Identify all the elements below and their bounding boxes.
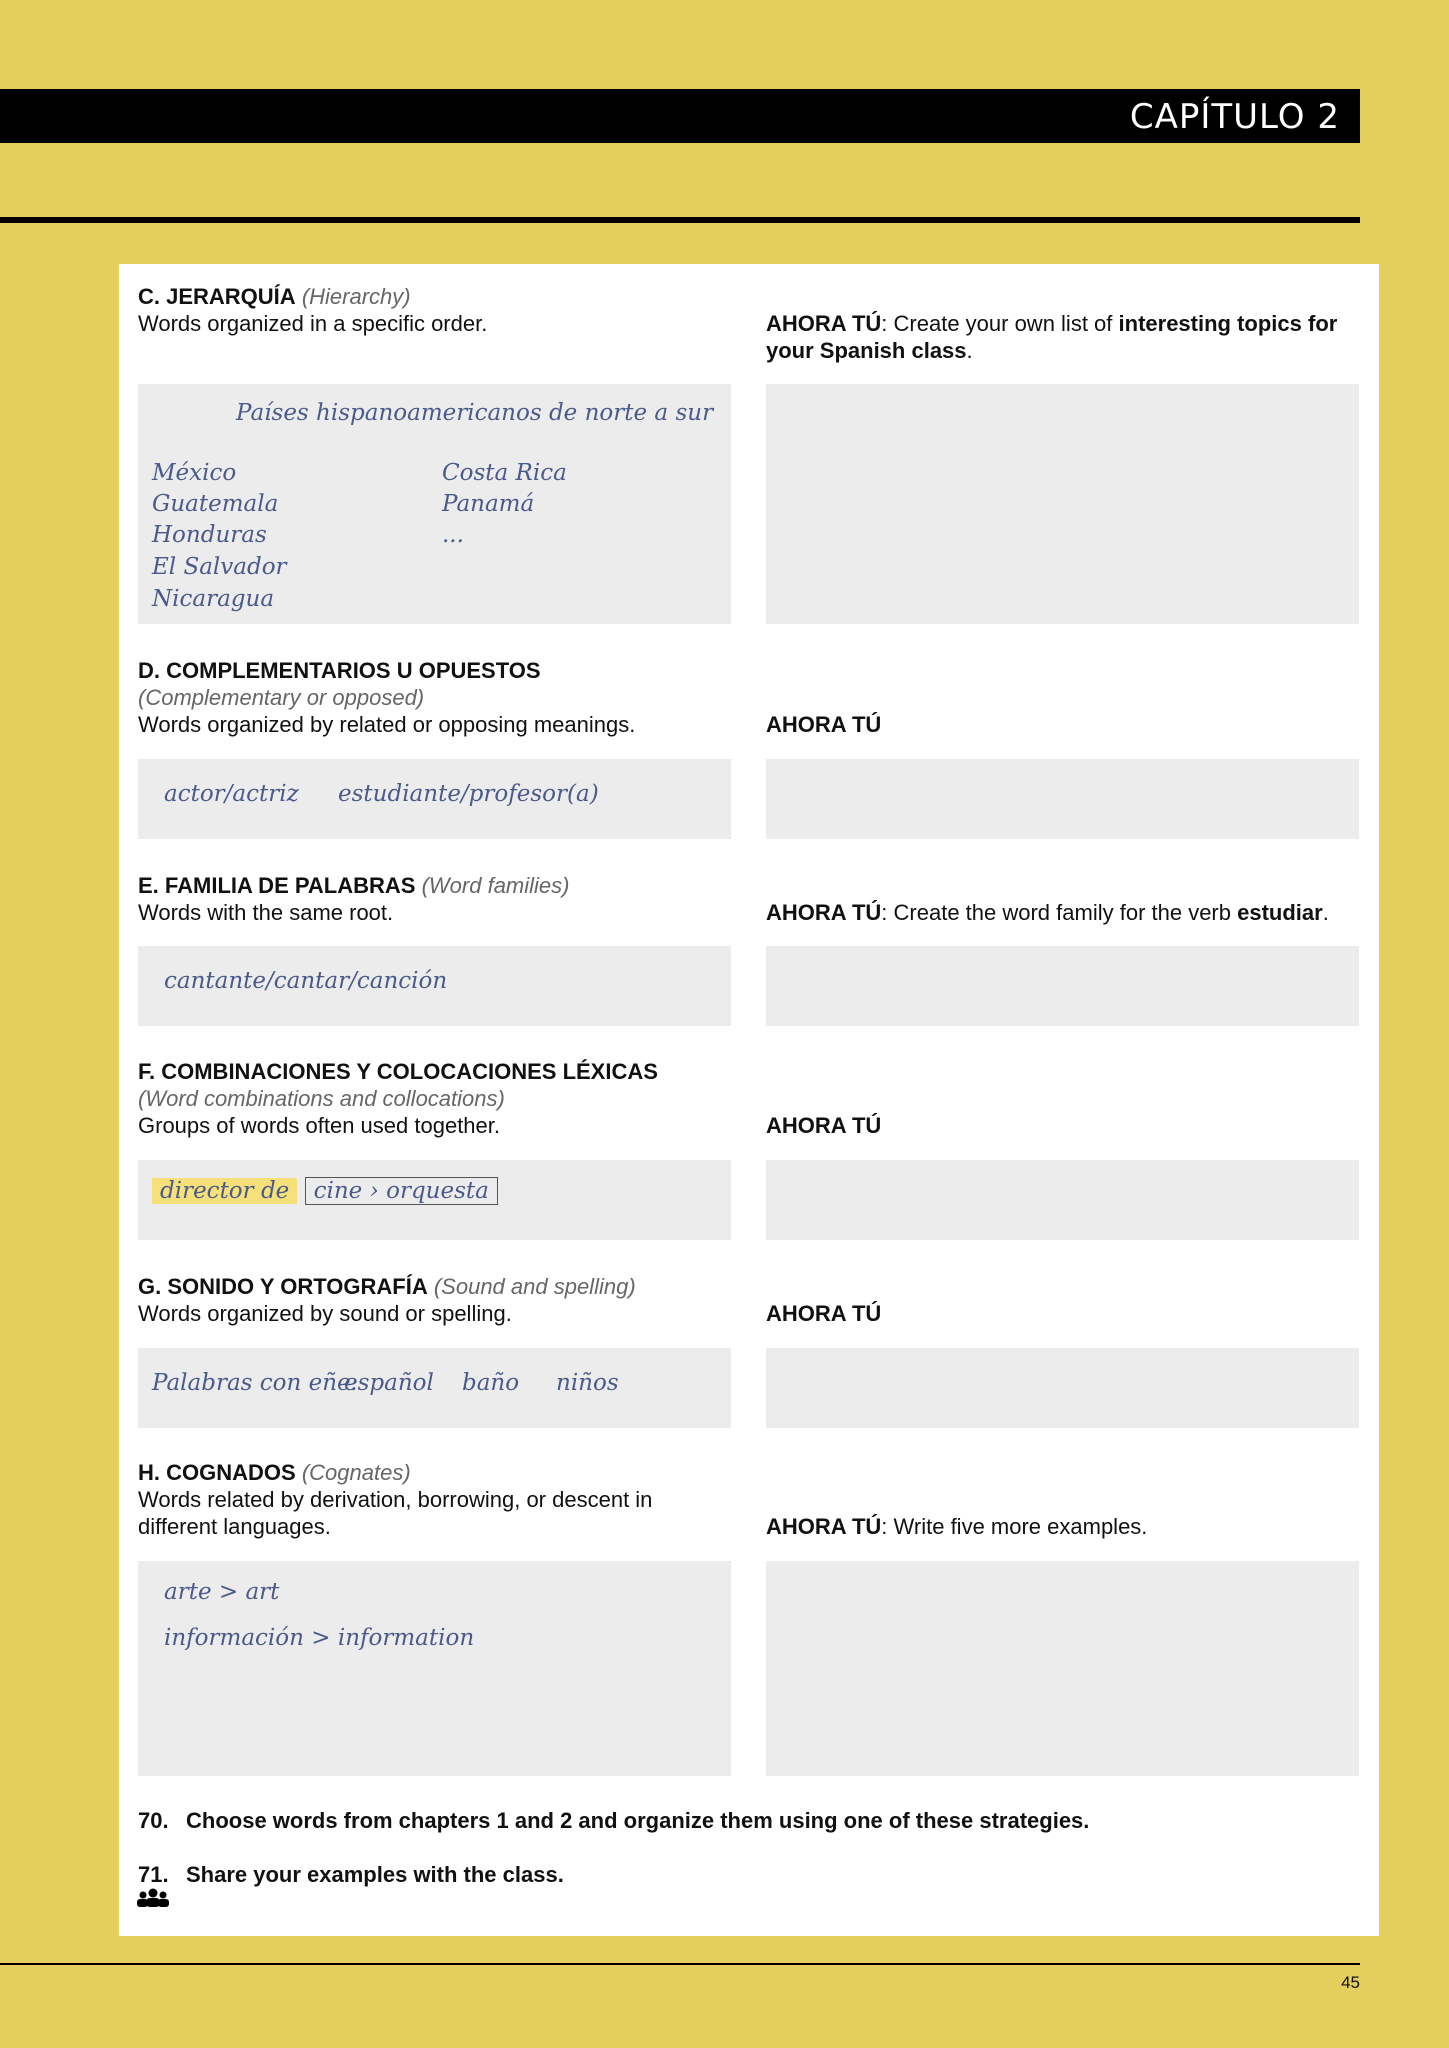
section-g-title-en: (Sound and spelling) [433, 1274, 636, 1299]
example-word: español [344, 1370, 434, 1396]
bottom-rule [0, 1963, 1360, 1965]
section-g-heading [138, 1273, 636, 1327]
section-g-ahora [766, 1300, 881, 1327]
example-word: información > information [164, 1625, 475, 1651]
exercise-number: 71. [138, 1862, 169, 1887]
section-g-title: G. SONIDO Y ORTOGRAFÍA [138, 1274, 428, 1299]
ahora-text: : Create your own list of [881, 311, 1119, 336]
list-item: Costa Rica [442, 460, 567, 486]
section-c-title-en: (Hierarchy) [301, 284, 411, 309]
ahora-text: : Write five more examples. [881, 1514, 1148, 1539]
section-h-desc: Words related by derivation, borrowing, or descent in [138, 1487, 653, 1512]
example-word: arte > art [164, 1579, 280, 1605]
top-rule [0, 217, 1360, 223]
collocation-options: cine › orquesta [305, 1177, 498, 1205]
section-e-title-en: (Word families) [421, 873, 570, 898]
section-d-answer-box[interactable] [766, 759, 1359, 839]
section-d-desc: Words organized by related or opposing meanings. [138, 712, 636, 737]
section-f-example-box [138, 1160, 731, 1240]
exercise-text: Choose words from chapters 1 and 2 and organize them using one of these strategies. [186, 1808, 1090, 1833]
chapter-title: CAPÍTULO 2 [1129, 97, 1340, 137]
section-h-title-en: (Cognates) [301, 1460, 411, 1485]
exercise-70 [138, 1808, 1089, 1834]
section-c-desc: Words organized in a specific order. [138, 311, 488, 336]
list-item: México [152, 460, 237, 486]
ahora-label: AHORA TÚ [766, 712, 882, 737]
list-item: Guatemala [152, 491, 279, 517]
list-item: Panamá [442, 491, 535, 517]
example-word: estudiante/profesor(a) [338, 781, 599, 807]
ahora-bold: interesting topics for your Spanish class [766, 311, 1338, 363]
chapter-bar [0, 89, 1360, 143]
section-h-desc: different languages. [138, 1514, 331, 1539]
section-e-desc: Words with the same root. [138, 900, 394, 925]
ahora-end: . [966, 338, 973, 363]
section-d-title: D. COMPLEMENTARIOS U OPUESTOS [138, 658, 541, 683]
ahora-label: AHORA TÚ [766, 900, 882, 925]
section-h-answer-box[interactable] [766, 1561, 1359, 1776]
list-item: El Salvador [152, 554, 287, 580]
section-g-desc: Words organized by sound or spelling. [138, 1301, 512, 1326]
exercise-text: Share your examples with the class. [186, 1862, 564, 1887]
section-d-title-en: (Complementary or opposed) [138, 685, 425, 710]
section-d-example-box [138, 759, 731, 839]
list-item: Honduras [152, 522, 267, 548]
example-word: actor/actriz [164, 781, 299, 807]
section-e-answer-box[interactable] [766, 946, 1359, 1026]
page-number: 45 [1341, 1973, 1360, 1992]
example-label: Palabras con eñe: [152, 1370, 359, 1396]
section-f-ahora [766, 1112, 881, 1139]
section-d-ahora [766, 711, 881, 738]
section-c-title: C. JERARQUÍA [138, 284, 296, 309]
collocation-head: director de [152, 1178, 297, 1204]
ahora-bold: estudiar [1237, 900, 1323, 925]
collocation-option: orquesta [386, 1178, 489, 1204]
section-e-ahora [766, 899, 1329, 926]
section-f-title-en: (Word combinations and collocations) [138, 1086, 505, 1111]
exercise-71 [138, 1862, 564, 1888]
section-e-example-box [138, 946, 731, 1026]
section-h-example-box [138, 1561, 731, 1776]
ahora-label: AHORA TÚ [766, 311, 882, 336]
group-people-icon [137, 1888, 169, 1908]
section-f-heading [138, 1058, 658, 1139]
ahora-label: AHORA TÚ [766, 1113, 882, 1138]
ahora-label: AHORA TÚ [766, 1301, 882, 1326]
example-word: baño [462, 1370, 520, 1396]
section-d-heading [138, 657, 635, 738]
section-e-title: E. FAMILIA DE PALABRAS [138, 873, 416, 898]
section-h-title: H. COGNADOS [138, 1460, 296, 1485]
section-f-desc: Groups of words often used together. [138, 1113, 501, 1138]
example-title: Países hispanoamericanos de norte a sur [236, 400, 714, 426]
section-c-ahora [766, 310, 1366, 364]
section-c-heading [138, 283, 487, 337]
exercise-number: 70. [138, 1808, 169, 1833]
section-c-answer-box[interactable] [766, 384, 1359, 624]
section-g-example-box [138, 1348, 731, 1428]
section-h-ahora [766, 1513, 1147, 1540]
example-word: cantante/cantar/canción [164, 968, 448, 994]
section-c-example-box [138, 384, 731, 624]
collocation-example [152, 1178, 498, 1204]
ahora-text: : Create the word family for the verb [881, 900, 1238, 925]
example-word: niños [556, 1370, 619, 1396]
section-e-heading [138, 872, 569, 926]
collocation-option: cine [313, 1178, 363, 1204]
ahora-label: AHORA TÚ [766, 1514, 882, 1539]
ahora-end: . [1322, 900, 1329, 925]
section-f-title: F. COMBINACIONES Y COLOCACIONES LÉXICAS [138, 1059, 658, 1084]
list-item: ... [442, 522, 464, 548]
section-g-answer-box[interactable] [766, 1348, 1359, 1428]
section-f-answer-box[interactable] [766, 1160, 1359, 1240]
list-item: Nicaragua [152, 586, 275, 612]
section-h-heading [138, 1459, 652, 1540]
